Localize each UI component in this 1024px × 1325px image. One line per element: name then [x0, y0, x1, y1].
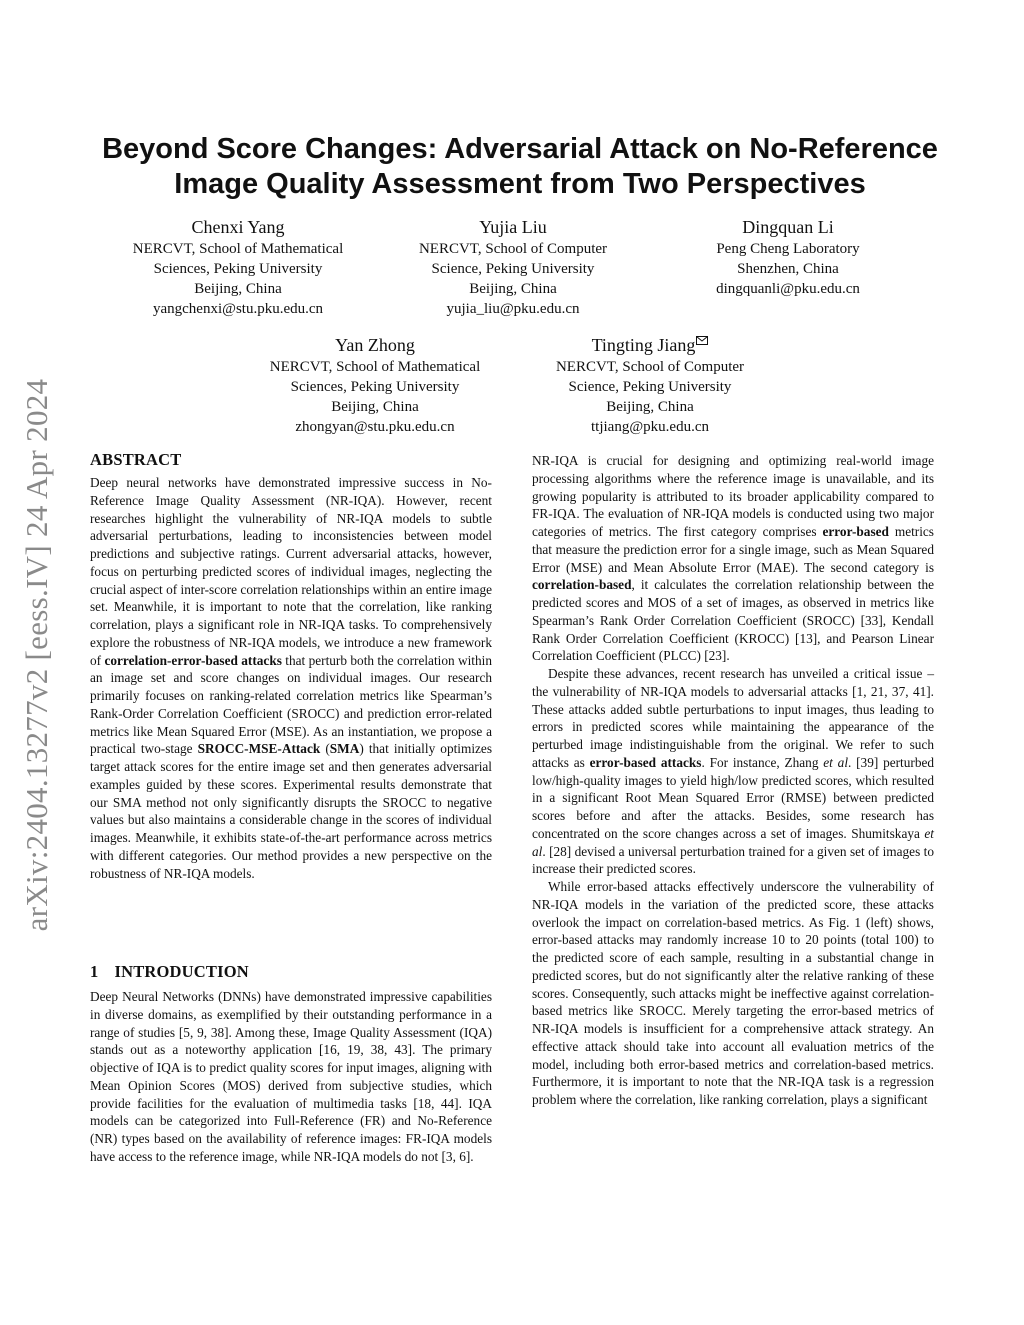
section-heading-introduction — [90, 962, 249, 982]
body-text: , it calculates the correlation relationship between the predicted scores and MOS of a set of images, as observed in metrics like Spearman’s Rank Order Correlation Coefficient (SROCC) [33], Kendall Rank Order Correlation Coefficient (KROCC) [13], and Pearson Linear Correlation Coefficient (PLCC) [23]. — [532, 577, 934, 664]
author-name — [524, 334, 776, 356]
body-text: . For instance, Zhang — [701, 754, 824, 770]
body-paragraph — [532, 665, 934, 878]
arxiv-identifier — [12, 350, 62, 960]
author-name: Yujia Liu — [479, 217, 547, 237]
introduction-body — [90, 988, 492, 1166]
abstract-paragraph — [90, 474, 492, 882]
section-title: INTRODUCTION — [114, 962, 249, 981]
body-text: . [39] perturbed low/high-quality images to yield high/low predicted scores, which resulted in a significant Root Mean Squared Error (RMSE) between predicted scores before and after the attacks. Besides, some research has concentrated on the score changes across a set of images. Shumitskaya — [532, 754, 935, 841]
abstract-heading: ABSTRACT — [90, 450, 182, 469]
body-text: NR-IQA is crucial for designing and optimizing real-world image processing algorithms where the reference image is unavailable, and its growing popularity is attributed to its broader applicability compared to FR-IQA. The evaluation of NR-IQA models is conducted using two major categories of metrics. The first category comprises — [532, 453, 934, 539]
author-block — [112, 216, 364, 319]
author-affiliation: Science, Peking University — [431, 261, 595, 277]
author-affiliation: Shenzhen, China — [737, 261, 839, 277]
author-affiliation: Beijing, China — [469, 281, 557, 297]
abstract-text: Deep neural networks have demonstrated impressive success in No-Reference Image Quality Assessment (NR-IQA). However, recent researches highlight the vulnerability of NR-IQA models to subtle adversarial perturbations, leading to inconsistencies between model predictions and subjective ratings. Current adversarial attacks, however, focus on perturbing predicted scores of individual images, neglecting the crucial aspect of inter-score correlation relationships within an entire image set. Meanwhile, it is important to note that the correlation, like ranking correlation, plays a significant role in NR-IQA tasks. To comprehensively explore the robustness of NR-IQA models, we introduce a new framework of — [90, 475, 492, 668]
author-affiliation: Science, Peking University — [568, 379, 732, 395]
body-text: Despite these advances, recent research has unveiled a critical issue – the vulnerability of NR-IQA models to adversarial attacks [1, 21, 37, 41]. These attacks added subtle perturbations to input images, thus leading to errors in predicted scores while maintaining the appearance of the perturbed image indistinguishable from the original. We refer to such attacks as — [532, 666, 934, 770]
abstract-emphasis: correlation-error-based attacks — [104, 652, 282, 668]
right-column-body — [532, 452, 934, 1109]
author-block — [662, 216, 914, 299]
author-affiliation: NERCVT, School of Mathematical — [269, 359, 481, 375]
author-email: dingquanli@pku.edu.cn — [716, 281, 860, 297]
author-affiliation: Sciences, Peking University — [290, 379, 460, 395]
abstract-emphasis: SMA — [329, 741, 360, 757]
arxiv-identifier-text: arXiv:2404.13277v2 [eess.IV] 24 Apr 2024 — [19, 378, 54, 932]
author-affiliation: Sciences, Peking University — [153, 261, 323, 277]
author-block — [249, 334, 501, 437]
author-block — [387, 216, 639, 319]
envelope-icon — [696, 336, 708, 345]
body-paragraph — [532, 452, 934, 665]
body-text: . [28] devised a universal perturbation trained for a given set of images to increase their predicted scores. — [532, 843, 934, 877]
title-line-1: Beyond Score Changes: Adversarial Attack on No-Reference — [102, 133, 938, 165]
abstract-emphasis: SROCC-MSE-Attack — [197, 741, 321, 757]
author-affiliation: Peng Cheng Laboratory — [716, 241, 860, 257]
author-email: yujia_liu@pku.edu.cn — [446, 301, 580, 317]
corresponding-author-name: Tingting Jiang — [591, 335, 696, 355]
author-email: yangchenxi@stu.pku.edu.cn — [152, 301, 324, 317]
paper-title — [70, 132, 970, 202]
author-affiliation: NERCVT, School of Computer — [418, 241, 608, 257]
author-block — [524, 334, 776, 437]
body-text: metrics that measure the prediction error for a single image, such as Mean Squared Error (MSE) and Mean Absolute Error (MAE). The second category is — [532, 524, 934, 575]
body-emphasis: error-based — [822, 524, 889, 539]
intro-paragraph: Deep Neural Networks (DNNs) have demonstrated impressive capabilities in diverse domains, as exemplified by their outstanding performance in a range of studies [5, 9, 38]. Among these, Image Quality Assessment (IQA) stands out as a noteworthy application [16, 19, 38, 43]. The primary objective of IQA is to predict quality scores for input images, aligning with Mean Opinion Scores (MOS) derived from subjective studies, which provide facilities for the evaluation of multimedia tasks [18, 44]. IQA models can be categorized into Full-Reference (FR) and No-Reference (NR) types based on the availability of reference images: FR-IQA models have access to the reference image, while NR-IQA models do not [3, 6]. — [90, 989, 492, 1164]
author-email: ttjiang@pku.edu.cn — [591, 419, 709, 435]
abstract-text: that perturb both the correlation within an image set and score changes on individual images. Our research primarily focuses on ranking-related correlation metrics like Spearman’s Rank-Order Correlation Coefficient (SROCC) and prediction error-related metrics like Mean Squared Error (MSE). As an instantiation, we propose a practical two-stage — [90, 652, 492, 757]
author-name: Yan Zhong — [335, 335, 415, 355]
section-number: 1 — [90, 962, 99, 981]
abstract-body — [90, 474, 492, 882]
body-italic: et al — [532, 825, 934, 859]
author-affiliation: Beijing, China — [606, 399, 694, 415]
title-line-2: Image Quality Assessment from Two Perspectives — [174, 168, 866, 200]
author-name: Chenxi Yang — [191, 217, 285, 237]
author-affiliation: Beijing, China — [331, 399, 419, 415]
author-affiliation: Beijing, China — [194, 281, 282, 297]
author-name: Dingquan Li — [742, 217, 834, 237]
body-italic: et al — [823, 754, 849, 770]
author-email: zhongyan@stu.pku.edu.cn — [295, 419, 455, 435]
body-emphasis: error-based attacks — [589, 754, 702, 770]
author-affiliation: NERCVT, School of Mathematical — [132, 241, 344, 257]
author-affiliation: NERCVT, School of Computer — [555, 359, 745, 375]
abstract-text: ( — [320, 741, 330, 757]
abstract-text: ) that initially optimizes target attack scores for the entire image set and then generates adversarial examples guided by these scores. Experimental results demonstrate that our SMA method not only significantly disrupts the SROCC to negative values but also maintains a considerable change in the scores of individual images. Meanwhile, it exhibits state-of-the-art performance across metrics with different categories. Our method provides a new perspective on the robustness of NR-IQA models. — [90, 741, 492, 881]
body-emphasis: correlation-based — [532, 577, 632, 593]
body-paragraph: While error-based attacks effectively underscore the vulnerability of NR-IQA models in the variation of the predicted score, these attacks overlook the impact on correlation-based metrics. As Fig. 1 (left) shows, error-based attacks may randomly increase 10 to 20 points (total 100) to the predicted score of each sample, resulting in a substantial change in predicted scores, but do not significantly alter the relative ranking of these scores. Consequently, such attacks might be ineffective against correlation-based metrics like SROCC. Merely targeting the error-based metrics of NR-IQA models is insufficient for a comprehensive attack strategy. An effective attack should take into account all evaluation metrics of the model, including both error-based metrics and correlation-based metrics. Furthermore, it is important to note that the NR-IQA task is a regression problem where the correlation, like ranking correlation, plays a significant — [532, 879, 934, 1107]
